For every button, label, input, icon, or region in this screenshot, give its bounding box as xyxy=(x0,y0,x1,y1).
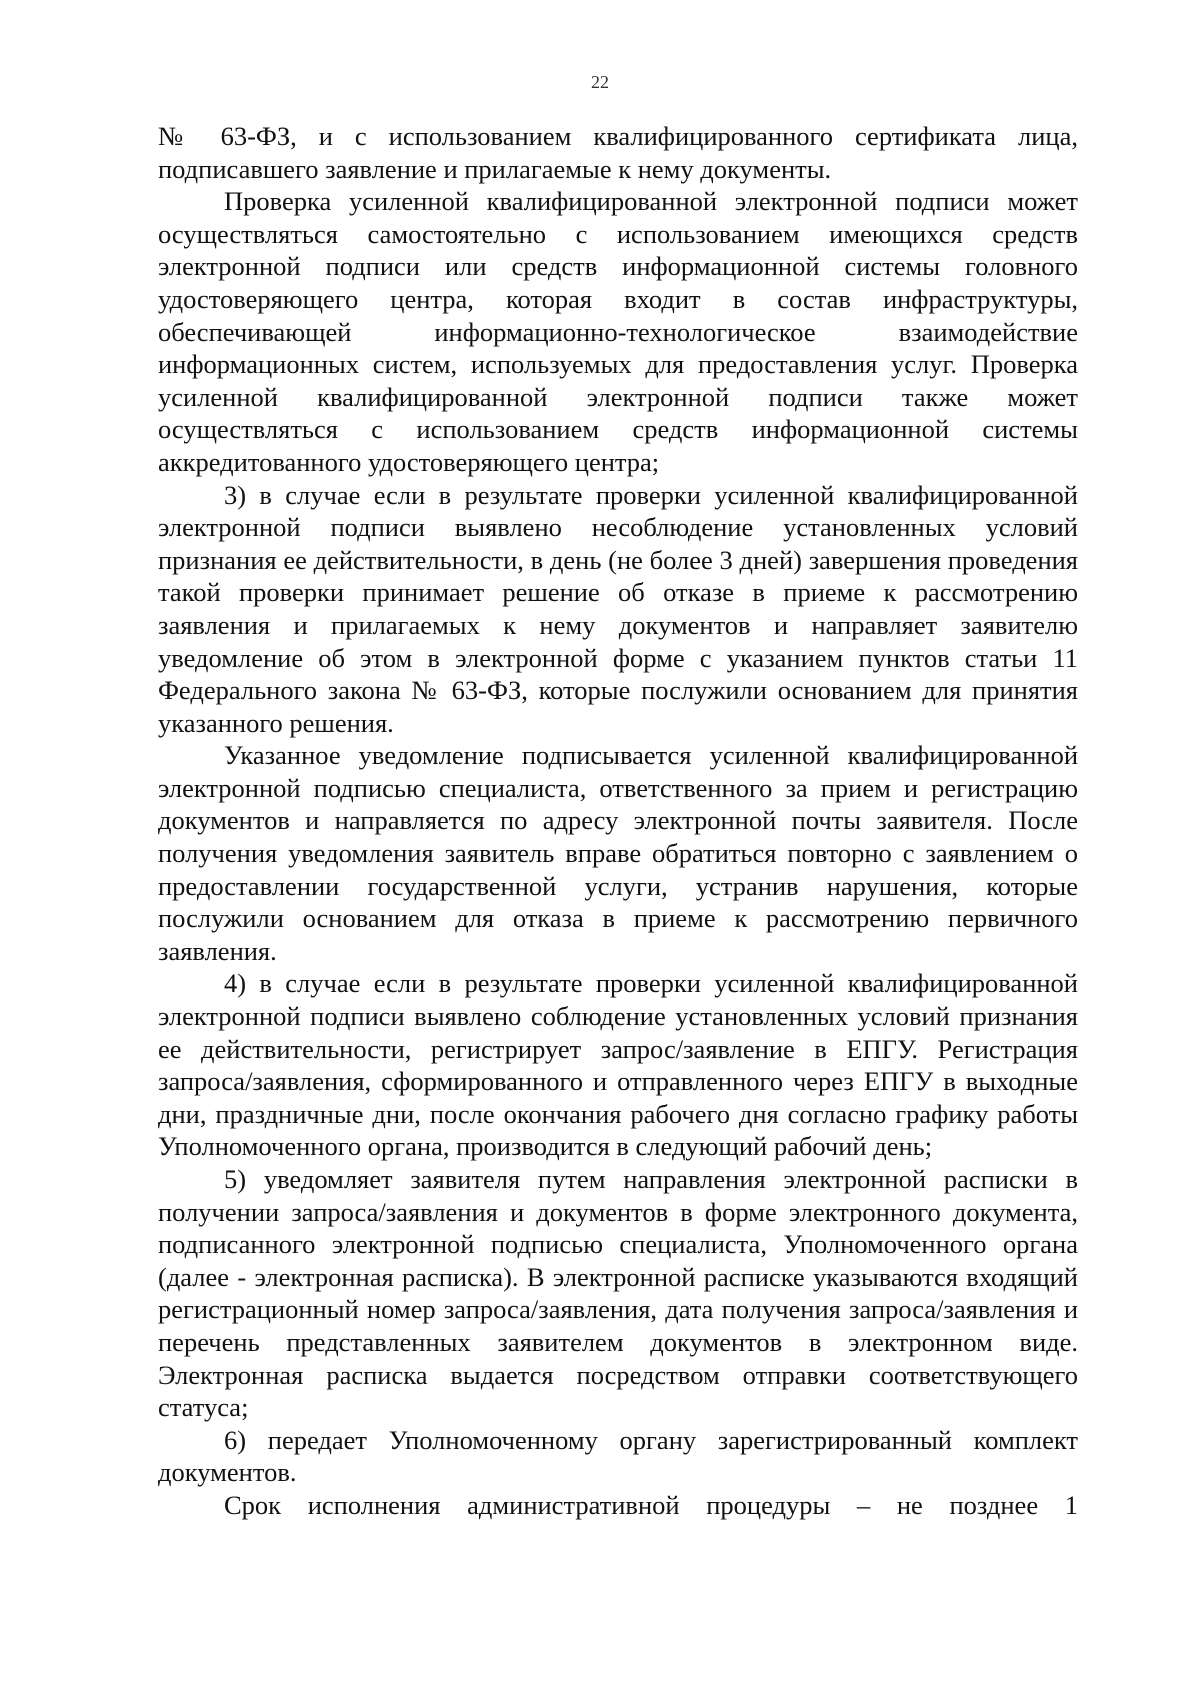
paragraph-item-3: 3) в случае если в результате проверки усиленной квалифицированной электронной подписи выявлено несоблюдение установленных условий признания ее действительности, в день (не более 3 дней) завершения проведения такой проверки принимает решение об отказе в приеме к рассмотрению заявления и прилагаемых к нему документов и направляет заявителю уведомление об этом в электронной форме с указанием пунктов статьи 11 Федерального закона № 63-ФЗ, которые послужили основанием для принятия указанного решения. xyxy=(158,479,1078,738)
paragraph-deadline: Срок исполнения административной процедуры – не позднее 1 xyxy=(224,1489,1078,1520)
paragraph-notification: Указанное уведомление подписывается усиленной квалифицированной электронной подписью специалиста, ответственного за прием и регистрацию документов и направляется по адресу электронной почты заявителя. После получения уведомления заявитель вправе обратиться повторно с заявлением о предоставлении государственной услуги, устранив нарушения, которые послужили основанием для отказа в приеме к рассмотрению первичного заявления. xyxy=(158,740,1078,966)
document-body xyxy=(158,120,1078,1522)
paragraph-item-4: 4) в случае если в результате проверки усиленной квалифицированной электронной подписи выявлено соблюдение установленных условий признания ее действительности, регистрирует запрос/заявление в ЕПГУ. Регистрация запроса/заявления, сформированного и отправленного через ЕПГУ в выходные дни, праздничные дни, после окончания рабочего дня согласно графику работы Уполномоченного органа, производится в следующий рабочий день; xyxy=(158,968,1078,1162)
page-number: 22 xyxy=(591,72,609,92)
paragraph-item-6: 6) передает Уполномоченному органу зарегистрированный комплект документов. xyxy=(158,1424,1078,1488)
paragraph-signature-verification: Проверка усиленной квалифицированной электронной подписи может осуществляться самостоятельно с использованием имеющихся средств электронной подписи или средств информационной системы головного удостоверяющего центра, которая входит в состав инфраструктуры, обеспечивающей информационно-технологическое взаимодействие информационных систем, используемых для предоставления услуг. Проверка усиленной квалифицированной электронной подписи также может осуществляться с использованием средств информационной системы аккредитованного удостоверяющего центра; xyxy=(158,186,1078,477)
paragraph-cert-continuation: № 63-ФЗ, и с использованием квалифицированного сертификата лица, подписавшего заявление и прилагаемые к нему документы. xyxy=(158,121,1078,184)
paragraph-item-5: 5) уведомляет заявителя путем направления электронной расписки в получении запроса/заявления и документов в форме электронного документа, подписанного электронной подписью специалиста, Уполномоченного органа (далее - электронная расписка). В электронной расписке указываются входящий регистрационный номер запроса/заявления, дата получения запроса/заявления и перечень представленных заявителем документов в электронном виде. Электронная расписка выдается посредством отправки соответствующего статуса; xyxy=(158,1164,1078,1423)
